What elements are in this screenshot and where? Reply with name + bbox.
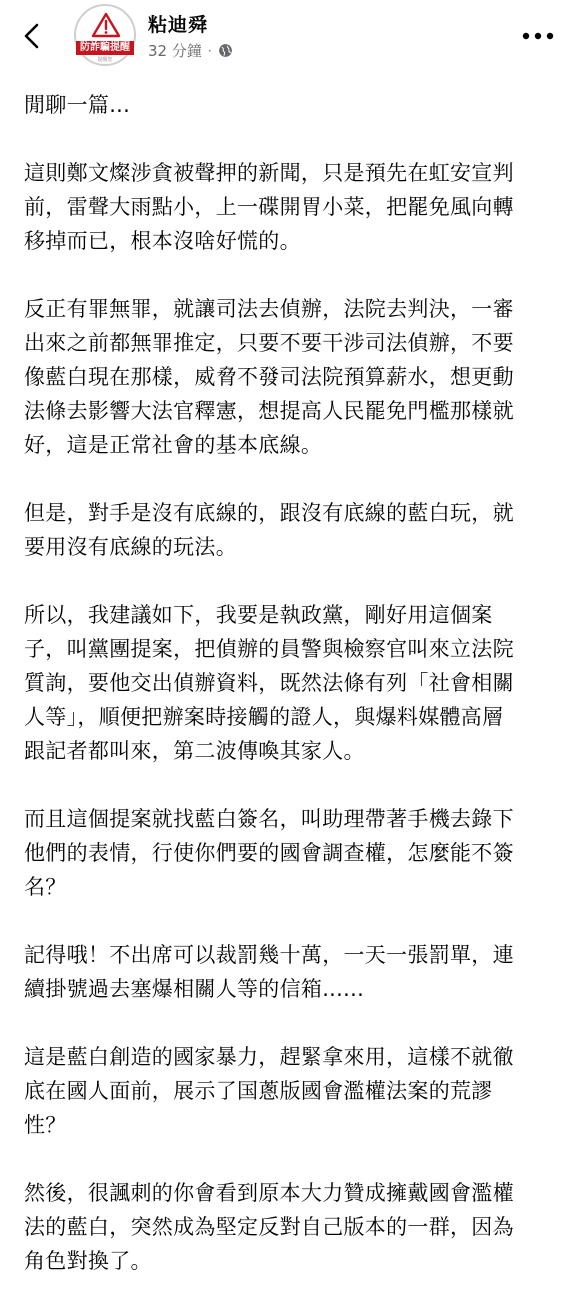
post-meta [148,40,233,61]
author-name[interactable]: 粘迪舜 [148,14,209,36]
avatar-small-text: 提醒您 [97,57,113,63]
post-body [24,88,564,1312]
author-avatar[interactable] [74,4,136,66]
post-paragraph: 所以，我建議如下，我要是執政黨，剛好用這個案 子，叫黨團提案，把偵辦的員警與檢察官叫來立法院 質詢，要他交出偵辦資料，既然法條有列「社會相關 人等」，順便把辦案時接觸的證人，與爆料媒體高層 跟記者都叫來，第二波傳喚其家人。 [24,603,514,763]
back-button[interactable] [14,18,50,54]
post-paragraph: 記得哦！不出席可以裁罰幾十萬，一天一張罰單，連 續掛號過去塞爆相關人等的信箱...... [24,943,514,1001]
post-paragraph: 這則鄭文燦涉貪被聲押的新聞，只是預先在虹安宣判 前，雷聲大雨點小，上一碟開胃小菜，把罷免風向轉 移掉而已，根本沒啥好慌的。 [24,161,514,253]
post-paragraph: 這是藍白創造的國家暴力，趕緊拿來用，這樣不就徹 底在國人面前，展示了国蔥版國會濫權法案的荒謬 性？ [24,1045,514,1137]
warning-icon [91,12,121,38]
meta-separator: · [207,43,212,58]
post-header [0,0,573,74]
more-options-button[interactable] [518,22,558,50]
chevron-left-icon [21,23,43,49]
post-paragraph: 而且這個提案就找藍白簽名，叫助理帶著手機去錄下 他們的表情，行使你們要的國會調查權，怎麼能不簽 名？ [24,807,514,899]
post-paragraph: 閒聊一篇... [24,93,131,117]
post-paragraph: 反正有罪無罪，就讓司法去偵辦，法院去判決，一審 出來之前都無罪推定，只要不要干涉司法偵辦，不要 像藍白現在那樣，威脅不發司法院預算薪水，想更動 法條去影響大法官釋憲，想提高人民罷免門檻那樣就 好，這是正常社會的基本底線。 [24,297,514,457]
post-paragraph: 但是，對手是沒有底線的，跟沒有底線的藍白玩，就 要用沒有底線的玩法。 [24,501,514,559]
avatar-banner-text: 防詐騙提醒 [76,41,134,55]
more-horizontal-icon [521,31,555,41]
post-paragraph: 然後，很諷刺的你會看到原本大力贊成擁戴國會濫權 法的藍白，突然成為堅定反對自己版本的一群，因為 角色對換了。 [24,1181,514,1273]
post-timestamp[interactable]: 32 分鐘 [148,42,202,60]
globe-icon [218,43,233,58]
